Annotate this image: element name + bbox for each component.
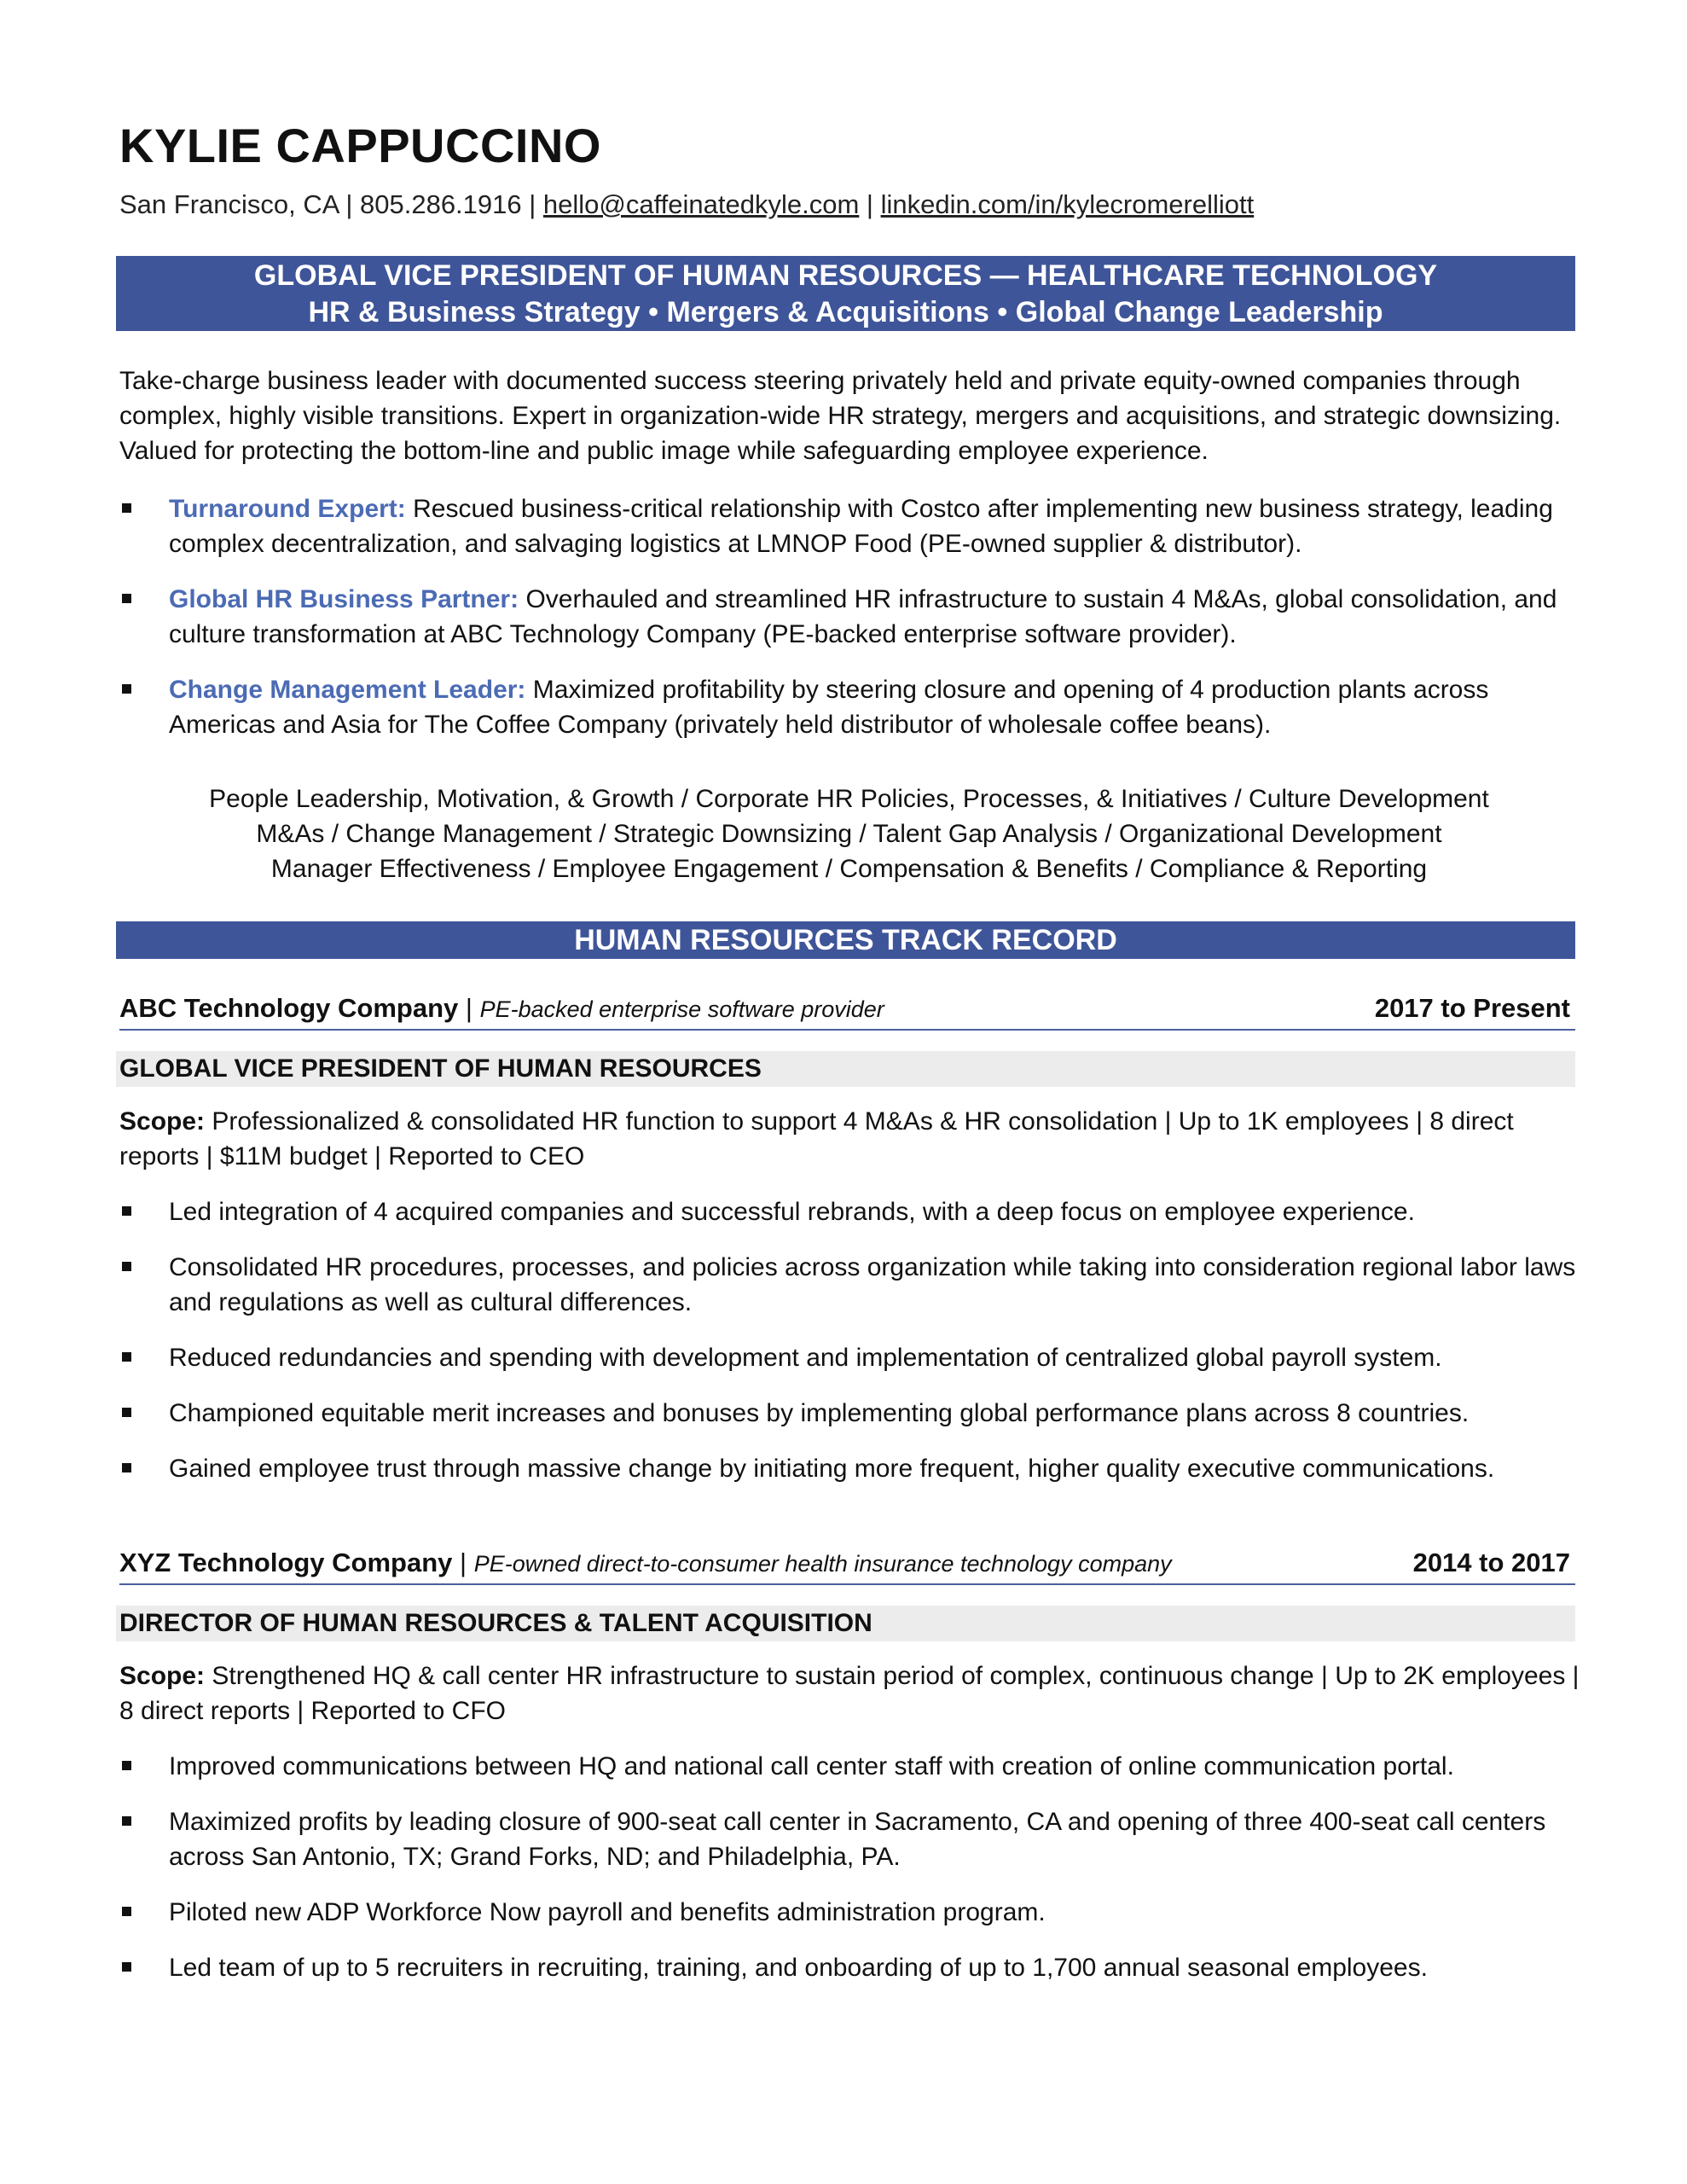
- separator: |: [338, 189, 360, 219]
- separator: |: [521, 189, 543, 219]
- highlight-label: Turnaround Expert:: [169, 495, 406, 523]
- candidate-name: KYLIE CAPPUCCINO: [119, 119, 601, 172]
- scope-label: Scope:: [119, 1662, 206, 1690]
- scope-label: Scope:: [119, 1107, 206, 1136]
- bullet-square-icon: [122, 1262, 131, 1271]
- skills-line: People Leadership, Motivation, & Growth / Corporate HR Policies, Processes, & Initiatives / Culture Development: [209, 785, 1489, 813]
- summary-paragraph: Take-charge business leader with documented success steering privately held and private equity-owned companies through complex, highly visible transitions. Expert in organization-wide HR strategy, mergers and acquisitions, and strategic downsizing. Valued for protecting the bottom-line and public image while safeguarding employee experience.: [119, 367, 1562, 465]
- experience-heading: HUMAN RESOURCES TRACK RECORD: [116, 921, 1575, 959]
- highlights-list: [119, 491, 1586, 763]
- list-item: [119, 1895, 1586, 1930]
- title-banner: [116, 256, 1575, 331]
- highlight-label: Change Management Leader:: [169, 676, 526, 704]
- bullet-square-icon: [122, 684, 131, 694]
- title-banner-line1: GLOBAL VICE PRESIDENT OF HUMAN RESOURCES — HEALTHCARE TECHNOLOGY: [253, 259, 1438, 292]
- list-item: [119, 1396, 1586, 1431]
- phone: 805.286.1916: [360, 189, 522, 219]
- bullet-square-icon: [122, 1206, 131, 1216]
- highlight-text: Maximized profitability by steering closure and opening of 4 production plants across Americas and Asia for The Coffee Company (privately held distributor of wholesale coffee beans).: [169, 676, 1489, 739]
- job-title: DIRECTOR OF HUMAN RESOURCES & TALENT ACQUISITION: [116, 1606, 1575, 1641]
- bullet-text: Championed equitable merit increases and bonuses by implementing global performance plans across 8 countries.: [169, 1399, 1470, 1427]
- job-dates: 2014 to 2017: [1412, 1548, 1570, 1577]
- list-item: [119, 582, 1586, 652]
- skills-block: [119, 781, 1579, 886]
- bullet-text: Maximized profits by leading closure of 900-seat call center in Sacramento, CA and opening of three 400-seat call centers across San Antonio, TX; Grand Forks, ND; and Philadelphia, PA.: [169, 1808, 1546, 1871]
- job-dates: 2017 to Present: [1374, 993, 1570, 1023]
- job-bullets: [119, 1194, 1586, 1507]
- linkedin-link[interactable]: linkedin.com/in/kylecromerelliott: [880, 189, 1255, 219]
- company-header: [119, 993, 1575, 1031]
- scope-text: Strengthened HQ & call center HR infrastructure to sustain period of complex, continuous change | Up to 2K employees | 8 direct reports | Reported to CFO: [119, 1662, 1580, 1725]
- bullet-square-icon: [122, 594, 131, 603]
- bullet-text: Consolidated HR procedures, processes, and policies across organization while taking into consideration regional labor laws and regulations as well as cultural differences.: [169, 1253, 1576, 1316]
- bullet-square-icon: [122, 1761, 131, 1770]
- email-link[interactable]: hello@caffeinatedkyle.com: [542, 189, 860, 219]
- job-scope: [119, 1104, 1586, 1174]
- company-header: [119, 1548, 1575, 1585]
- list-item: [119, 1250, 1586, 1320]
- scope-text: Professionalized & consolidated HR function to support 4 M&As & HR consolidation | Up to 1K employees | 8 direct reports | $11M budget | Reported to CEO: [119, 1107, 1514, 1170]
- bullet-square-icon: [122, 503, 131, 513]
- bullet-square-icon: [122, 1352, 131, 1362]
- separator: |: [452, 1548, 474, 1577]
- bullet-square-icon: [122, 1907, 131, 1916]
- list-item: [119, 1451, 1586, 1486]
- list-item: [119, 491, 1586, 561]
- skills-line: Manager Effectiveness / Employee Engagement / Compensation & Benefits / Compliance & Reporting: [270, 855, 1428, 883]
- bullet-square-icon: [122, 1816, 131, 1826]
- list-item: [119, 1340, 1586, 1375]
- bullet-square-icon: [122, 1463, 131, 1472]
- bullet-square-icon: [122, 1962, 131, 1972]
- highlight-text: Overhauled and streamlined HR infrastructure to sustain 4 M&As, global consolidation, and culture transformation at ABC Technology Company (PE-backed enterprise software provider).: [169, 585, 1557, 648]
- job-scope: [119, 1658, 1586, 1728]
- location: San Francisco, CA: [119, 189, 339, 219]
- bullet-square-icon: [122, 1408, 131, 1417]
- title-banner-line2: HR & Business Strategy • Mergers & Acquisitions • Global Change Leadership: [308, 296, 1383, 328]
- bullet-text: Gained employee trust through massive change by initiating more frequent, higher quality executive communications.: [169, 1455, 1495, 1483]
- skills-line: M&As / Change Management / Strategic Downsizing / Talent Gap Analysis / Organizational Development: [256, 820, 1442, 848]
- separator: |: [859, 189, 881, 219]
- contact-line: [119, 189, 1254, 220]
- company-name: ABC Technology Company: [119, 993, 459, 1023]
- bullet-text: Led team of up to 5 recruiters in recruiting, training, and onboarding of up to 1,700 annual seasonal employees.: [169, 1954, 1428, 1982]
- list-item: [119, 1804, 1586, 1874]
- highlight-text: Rescued business-critical relationship with Costco after implementing new business strategy, leading complex decentralization, and salvaging logistics at LMNOP Food (PE-owned supplier & distributor).: [169, 495, 1553, 558]
- job-title: GLOBAL VICE PRESIDENT OF HUMAN RESOURCES: [116, 1051, 1575, 1087]
- company-description: PE-backed enterprise software provider: [479, 996, 884, 1022]
- list-item: [119, 1950, 1586, 1985]
- company-description: PE-owned direct-to-consumer health insurance technology company: [473, 1551, 1172, 1577]
- bullet-text: Reduced redundancies and spending with development and implementation of centralized global payroll system.: [169, 1344, 1442, 1372]
- list-item: [119, 1749, 1586, 1784]
- separator: |: [458, 993, 480, 1023]
- highlight-label: Global HR Business Partner:: [169, 585, 519, 613]
- list-item: [119, 1194, 1586, 1229]
- job-bullets: [119, 1749, 1586, 2006]
- list-item: [119, 672, 1586, 742]
- bullet-text: Piloted new ADP Workforce Now payroll and benefits administration program.: [169, 1898, 1046, 1926]
- bullet-text: Led integration of 4 acquired companies and successful rebrands, with a deep focus on employee experience.: [169, 1198, 1415, 1226]
- bullet-text: Improved communications between HQ and national call center staff with creation of online communication portal.: [169, 1752, 1454, 1780]
- company-name: XYZ Technology Company: [119, 1548, 453, 1577]
